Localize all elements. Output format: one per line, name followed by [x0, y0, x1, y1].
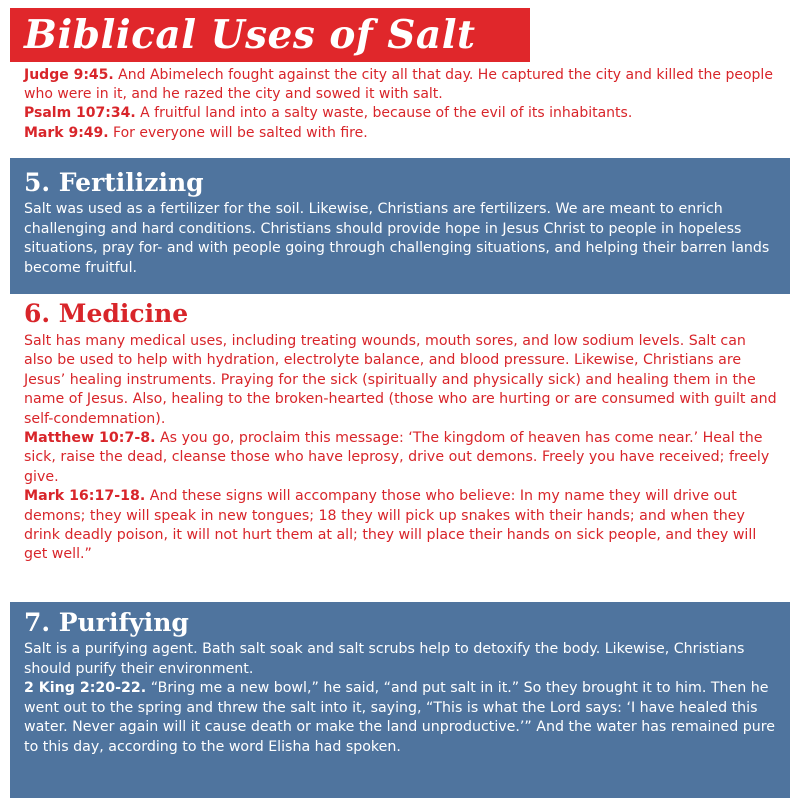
fertilizing-body: Salt was used as a fertilizer for the soil. Likewise, Christians are fertilizers. We are meant to enrich challenging and hard conditions. Christians should provide hope in Jesus Christ to people in hopeless situations, pray for- and with people going through challenging situations, and helping their barren lands become fruitful.: [24, 201, 770, 276]
verse-2-kings: [24, 679, 778, 757]
verse-reference: Mark 9:49.: [24, 124, 109, 141]
purifying-heading: 7. Purifying: [24, 608, 189, 637]
verse-reference: 2 King 2:20-22.: [24, 680, 147, 697]
medicine-section: [10, 296, 790, 600]
verse-reference: Judge 9:45.: [24, 67, 114, 83]
verse-text: And Abimelech fought against the city all that day. He captured the city and killed the people who were in it, and he razed the city and sowed it with salt.: [24, 67, 773, 103]
verse-text: As you go, proclaim this message: ‘The kingdom of heaven has come near.’ Heal the sick, raise the dead, cleanse those who have leprosy, drive out demons. Freely you have received; freely give.: [24, 430, 770, 485]
verse-psalm: [24, 104, 776, 123]
verse-reference: Psalm 107:34.: [24, 105, 136, 122]
intro-verses-section: [10, 66, 790, 156]
verse-reference: Mark 16:17-18.: [24, 488, 146, 505]
verse-text: For everyone will be salted with fire.: [108, 124, 368, 141]
verse-matthew: [24, 429, 778, 487]
title-banner: [10, 8, 530, 62]
medicine-body: Salt has many medical uses, including treating wounds, mouth sores, and low sodium levels. Salt can also be used to help with hydration, electrolyte balance, and blood pressure. Likewise, Christians are Jesus’ healing instruments. Praying for the sick (spiritually and physically sick) and healing them in the name of Jesus. Also, healing to the broken-hearted (those who are hurting or are consumed with guilt and self-condemnation).: [24, 333, 777, 427]
purifying-body: Salt is a purifying agent. Bath salt soak and salt scrubs help to detoxify the body. Likewise, Christians should purify their environment.: [24, 641, 745, 677]
medicine-heading: 6. Medicine: [24, 299, 189, 328]
verse-reference: Matthew 10:7-8.: [24, 430, 156, 447]
purifying-section: [10, 602, 790, 798]
page-title: Biblical Uses of Salt: [24, 12, 476, 58]
fertilizing-heading: 5. Fertilizing: [24, 168, 204, 197]
verse-text: “Bring me a new bowl,” he said, “and put salt in it.” So they brought it to him. Then he went out to the spring and threw the salt into it, saying, “This is what the Lord says: ‘I have healed this water. Never again will it cause death or make the land unproductive.’” And the water has remained pure to this day, according to the word Elisha had spoken.: [24, 680, 775, 755]
verse-text: A fruitful land into a salty waste, because of the evil of its inhabitants.: [135, 105, 633, 122]
fertilizing-section: [10, 158, 790, 294]
verse-text: And these signs will accompany those who believe: In my name they will drive out demons; they will speak in new tongues; 18 they will pick up snakes with their hands; and when they drink deadly poison, it will not hurt them at all; they will place their hands on sick people, and they will get well.”: [24, 488, 757, 563]
verse-judges: [24, 66, 776, 104]
verse-mark: [24, 124, 776, 143]
verse-mark-16: [24, 487, 778, 565]
